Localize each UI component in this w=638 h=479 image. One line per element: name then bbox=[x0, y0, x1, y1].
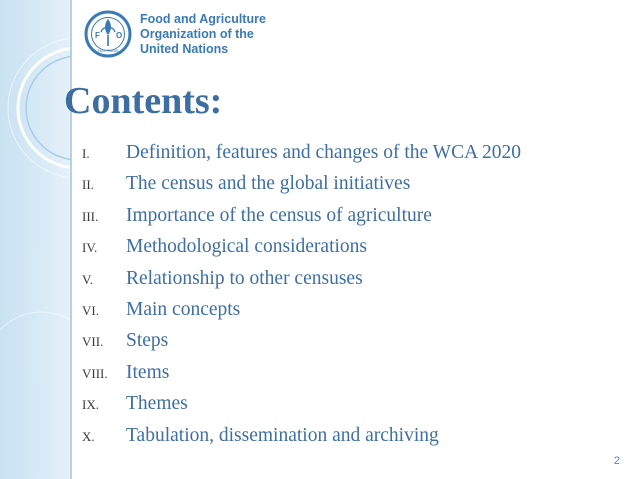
list-item bbox=[82, 330, 521, 361]
list-item bbox=[82, 393, 521, 424]
list-item bbox=[82, 268, 521, 299]
item-number: VII. bbox=[82, 334, 104, 350]
item-number: III. bbox=[82, 208, 99, 224]
item-text: Tabulation, dissemination and archiving bbox=[126, 424, 439, 446]
fao-emblem-icon bbox=[84, 10, 132, 58]
list-item bbox=[82, 425, 521, 456]
list-item bbox=[82, 142, 521, 173]
item-text: Importance of the census of agriculture bbox=[126, 204, 432, 226]
list-item bbox=[82, 299, 521, 330]
band-edge bbox=[70, 0, 72, 479]
org-name-line-1: Food and Agriculture bbox=[140, 11, 266, 26]
org-name-line-3: United Nations bbox=[140, 41, 229, 56]
organization-name bbox=[140, 12, 266, 57]
item-text: Methodological considerations bbox=[126, 236, 367, 258]
item-text: Items bbox=[126, 361, 170, 383]
item-number: II. bbox=[82, 177, 94, 193]
list-item bbox=[82, 236, 521, 267]
item-number: I. bbox=[82, 146, 90, 161]
item-text: Relationship to other censuses bbox=[126, 267, 363, 289]
fao-logo bbox=[84, 10, 266, 58]
list-item bbox=[82, 173, 521, 204]
item-number: VI. bbox=[82, 302, 99, 318]
org-name-line-2: Organization of the bbox=[140, 26, 254, 41]
list-item bbox=[82, 205, 521, 236]
item-text: The census and the global initiatives bbox=[126, 173, 411, 195]
item-number: IV. bbox=[82, 240, 98, 256]
item-text: Themes bbox=[126, 393, 188, 415]
item-text: Steps bbox=[126, 330, 169, 352]
item-number: X. bbox=[82, 428, 95, 444]
emblem-letter-f: F bbox=[95, 31, 100, 40]
item-number: IX. bbox=[82, 397, 99, 413]
item-text: Definition, features and changes of the WCA 2020 bbox=[126, 142, 521, 163]
item-number: V. bbox=[82, 271, 93, 287]
slide-title: Contents: bbox=[64, 80, 223, 122]
emblem-motto: FIAT PANIS bbox=[97, 48, 119, 53]
page-number: 2 bbox=[613, 455, 620, 467]
decorative-arcs bbox=[0, 0, 72, 479]
list-item bbox=[82, 362, 521, 393]
item-number: VIII. bbox=[82, 365, 108, 381]
emblem-letter-o: O bbox=[116, 31, 123, 40]
item-text: Main concepts bbox=[126, 298, 241, 320]
contents-list bbox=[82, 142, 521, 456]
